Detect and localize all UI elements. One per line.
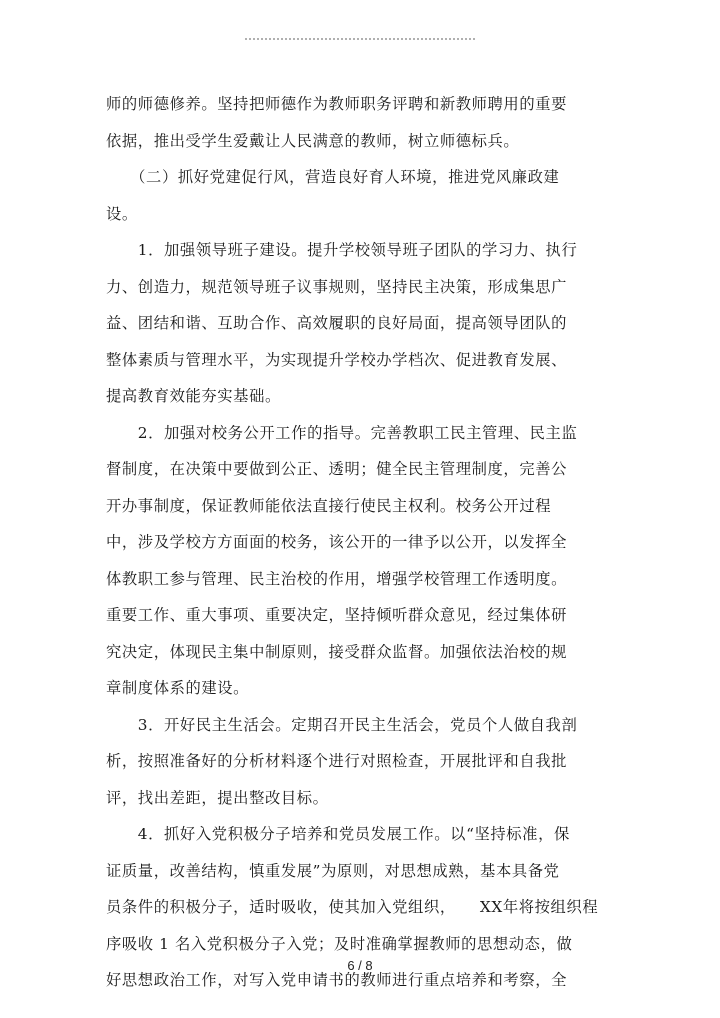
text-line: 评，找出差距，提出整改目标。: [106, 788, 329, 807]
header-rule: [245, 38, 475, 40]
text-line: 4．抓好入党积极分子培养和党员发展工作。以“坚持标准，保: [106, 825, 570, 843]
text-line: 力、创造力，规范领导班子议事规则，坚持民主决策，形成集思广: [106, 277, 568, 296]
text-line: 3．开好民主生活会。定期召开民主生活会，党员个人做自我剖: [106, 715, 578, 734]
text-line: 好思想政治工作，对写入党申请书的教师进行重点培养和考察，全: [106, 971, 568, 989]
text-line: 重要工作、重大事项、重要决定，坚持倾听群众意见，经过集体研: [106, 606, 568, 624]
text-line: 依据，推出受学生爱戴让人民满意的教师，树立师德标兵。: [106, 131, 520, 150]
text-line: 2．加强对校务公开工作的指导。完善教职工民主管理、民主监: [106, 423, 578, 442]
document-body: [106, 86, 599, 999]
text-line: 督制度，在决策中要做到公正、透明；健全民主管理制度，完善公: [106, 460, 568, 478]
text-line: 章制度体系的建设。: [106, 679, 250, 697]
text-line: 序吸收 1 名入党积极分子入党；及时准确掌握教师的思想动态，做: [106, 934, 573, 953]
text-line: 证质量，改善结构，慎重发展”为原则，对思想成熟，基本具备党: [106, 861, 560, 880]
text-line: （二）抓好党建促行风，营造良好育人环境，推进党风廉政建: [106, 168, 560, 186]
text-line: 开办事制度，保证教师能依法直接行使民主权利。校务公开过程: [106, 496, 552, 515]
text-line: 师的师德修养。坚持把师德作为教师职务评聘和新教师聘用的重要: [106, 95, 568, 113]
text-line: 1．加强领导班子建设。提升学校领导班子团队的学习力、执行: [106, 241, 578, 259]
text-line: 提高教育效能夯实基础。: [106, 387, 281, 405]
text-line: 员条件的积极分子，适时吸收，使其加入党组织， XX年将按组织程: [106, 898, 599, 916]
text-line: 究决定，体现民主集中制原则，接受群众监督。加强依法治校的规: [106, 642, 568, 661]
text-line: 益、团结和谐、互助合作、高效履职的良好局面，提高领导团队的: [106, 314, 568, 332]
text-line: 析，按照准备好的分析材料逐个进行对照检查，开展批评和自我批: [106, 752, 568, 770]
text-line: 体教职工参与管理、民主治校的作用，增强学校管理工作透明度。: [106, 569, 568, 588]
text-line: 整体素质与管理水平，为实现提升学校办学档次、促进教育发展、: [106, 350, 568, 369]
text-line: 中，涉及学校方方面面的校务，该公开的一律予以公开，以发挥全: [106, 533, 568, 551]
page-number: 6 / 8: [347, 958, 373, 973]
text-line: 设。: [106, 204, 138, 223]
